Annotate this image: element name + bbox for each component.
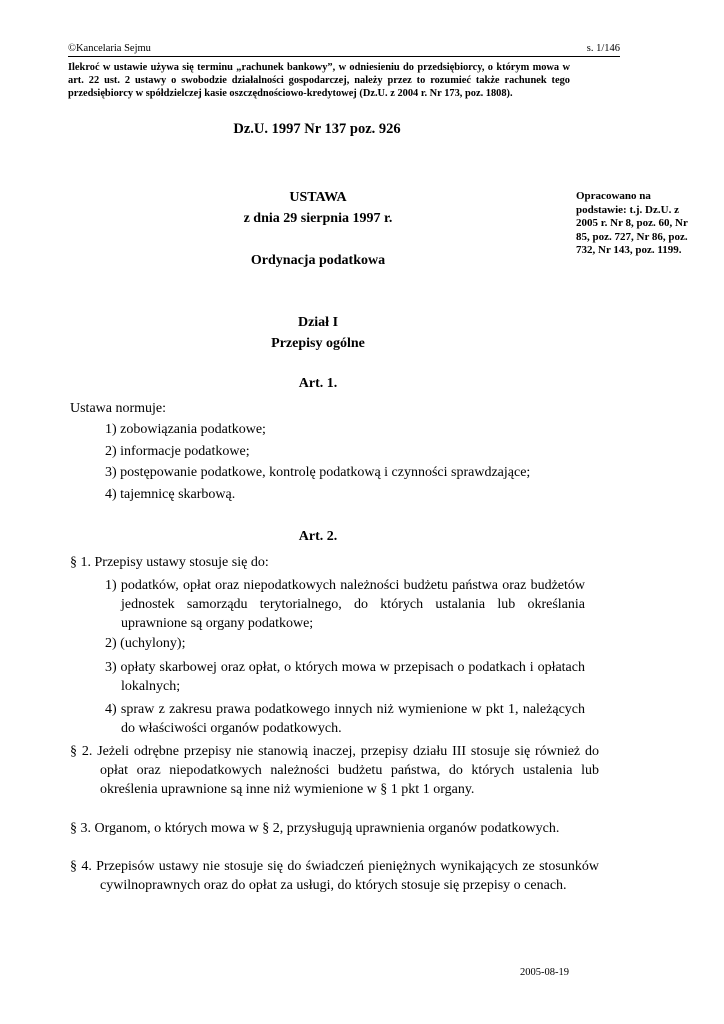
act-date: z dnia 29 sierpnia 1997 r.	[243, 211, 393, 226]
art2-p1-intro: § 1. Przepisy ustawy stosuje się do:	[70, 555, 269, 570]
header-source: ©Kancelaria Sejmu	[68, 43, 151, 54]
list-item: 2) informacje podatkowe;	[105, 444, 250, 459]
list-item: 1) podatków, opłat oraz niepodatkowych należności budżetu państwa oraz budżetów jednostek samorządu terytorialnego, do których ustalania lub określania uprawnione są organy podatkowe;	[105, 578, 585, 631]
consolidation-note: Opracowano na podstawie: t.j. Dz.U. z 2005 r. Nr 8, poz. 60, Nr 85, poz. 727, Nr 86, poz. 732, Nr 143, poz. 1199.	[576, 190, 688, 256]
list-item: 1) zobowiązania podatkowe;	[105, 422, 266, 437]
list-item: 3) opłaty skarbowej oraz opłat, o których mowa w przepisach o podatkach i opłatach lokalnych;	[105, 660, 585, 694]
art2-paragraph-2: § 2. Jeżeli odrębne przepisy nie stanowią inaczej, przepisy działu III stosuje się również do opłat oraz niepodatkowych należności budżetu państwa, do których ustalenia lub określenia uprawnione są inne niż wymienione w § 1 pkt 1 organy.	[70, 744, 599, 797]
art1-heading: Art. 1.	[298, 376, 338, 391]
list-item: 2) (uchylony);	[105, 636, 186, 651]
section-heading: Dział I	[297, 315, 339, 330]
header-rule	[68, 56, 620, 57]
list-item: 3) postępowanie podatkowe, kontrolę podatkową i czynności sprawdzające;	[105, 465, 531, 480]
journal-reference: Dz.U. 1997 Nr 137 poz. 926	[233, 121, 401, 137]
act-type: USTAWA	[289, 190, 347, 205]
art2-paragraph-3: § 3. Organom, o których mowa w § 2, przysługują uprawnienia organów podatkowych.	[70, 821, 560, 836]
art1-intro: Ustawa normuje:	[70, 401, 167, 416]
section-subheading: Przepisy ogólne	[271, 336, 365, 351]
list-item: 4) tajemnicę skarbową.	[105, 487, 236, 502]
art2-heading: Art. 2.	[298, 529, 338, 544]
art2-paragraph-4: § 4. Przepisów ustawy nie stosuje się do świadczeń pieniężnych wynikających ze stosunków cywilnoprawnych oraz do opłat za usługi, do których stosuje się przepisy o cenach.	[70, 859, 599, 893]
list-item: 4) spraw z zakresu prawa podatkowego innych niż wymienione w pkt 1, należących do właściwości organów podatkowych.	[105, 702, 585, 736]
page-number: s. 1/146	[586, 43, 620, 54]
editorial-note: Ilekroć w ustawie używa się terminu „rachunek bankowy”, w odniesieniu do przedsiębiorcy, o którym mowa w art. 22 ust. 2 ustawy o swobodzie działalności gospodarczej, należy przez to rozumieć także rachunek tego przedsiębiorcy w spółdzielczej kasie oszczędnościowo-kredytowej (Dz.U. z 2004 r. Nr 173, poz. 1808).	[68, 62, 570, 99]
document-date: 2005-08-19	[520, 967, 569, 978]
act-title: Ordynacja podatkowa	[250, 253, 386, 268]
